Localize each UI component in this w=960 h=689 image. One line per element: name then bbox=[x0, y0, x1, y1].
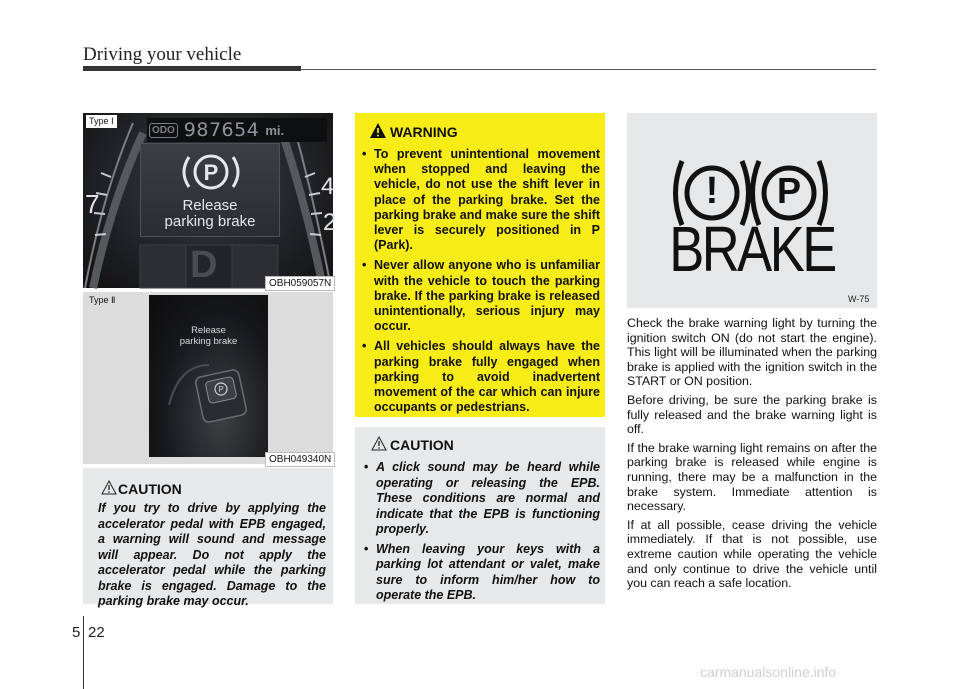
caution-title-middle: CAUTION bbox=[390, 437, 454, 453]
gauge-right-digit-bottom: 2 bbox=[323, 209, 337, 236]
body-paragraph: If the brake warning light remains on after the parking brake is released while engine is running, there may be a malfunction in the brake system. Immediate attention is necessary. bbox=[627, 440, 877, 514]
caution-triangle-icon bbox=[371, 436, 387, 451]
page-number: 22 bbox=[88, 624, 105, 641]
caution-body-left: If you try to drive by applying the accelerator pedal with EPB engaged, a warning will sound and message will appear. Do not apply the accelerator pedal while the parking brake is engaged. Damage to the parking brake may occur. bbox=[98, 501, 326, 608]
caution-title-left: CAUTION bbox=[118, 481, 182, 497]
type2-message-text bbox=[149, 325, 268, 347]
warning-item: • Never allow anyone who is unfamiliar with the vehicle to touch the parking brake. If the parking brake is released unintentionally, serious injury may occur. bbox=[362, 258, 600, 334]
exclamation-icon: ! bbox=[705, 170, 719, 212]
body-paragraph: Before driving, be sure the parking brake is fully released and the brake warning light is off. bbox=[627, 392, 877, 437]
warning-title: WARNING bbox=[390, 124, 458, 140]
caution-item: • When leaving your keys with a parking lot attendant or valet, make sure to inform him/her how to operate the EPB. bbox=[364, 542, 600, 604]
warning-item: • All vehicles should always have the parking brake fully engaged when parking to avoid inadvertent movement of the car which can injure occupants or pedestrians. bbox=[362, 339, 600, 415]
parking-brake-icon bbox=[141, 144, 281, 200]
odo-unit: mi. bbox=[265, 122, 285, 138]
type2-message-line-2: parking brake bbox=[179, 336, 238, 347]
warning-item: • To prevent unintentional movement when stopped and leaving the vehicle, do not use the shift lever in place of the parking brake. Set the parking brake and make sure the shift lever is securely positioned in P (Park). bbox=[362, 147, 600, 253]
footer-rule bbox=[83, 616, 84, 689]
warning-list bbox=[362, 147, 600, 420]
gauge-right-digit-top: 4 bbox=[321, 173, 335, 200]
body-paragraph: Check the brake warning light by turning the ignition switch ON (do not start the engine). This light will be illuminated when the parking brake is applied with the ignition switch in the START or ON position. bbox=[627, 316, 877, 389]
type2-message-line-1: Release bbox=[191, 325, 226, 336]
gear-indicator: D bbox=[190, 244, 218, 286]
figure1-code: OBH059057N bbox=[265, 276, 335, 291]
brake-word: BRAKE bbox=[669, 213, 835, 285]
svg-text:P: P bbox=[218, 385, 224, 394]
figure2-code: OBH049340N bbox=[265, 452, 335, 467]
caution-item: • A click sound may be heard while operating or releasing the EPB. These conditions are normal and indicate that the EPB is functioning properly. bbox=[364, 460, 600, 538]
type2-label: Type Ⅱ bbox=[89, 295, 116, 305]
warning-triangle-icon bbox=[369, 122, 387, 139]
body-text-column bbox=[627, 316, 877, 595]
odometer-display bbox=[147, 118, 327, 142]
message-line-2: parking brake bbox=[164, 213, 256, 230]
caution-triangle-icon bbox=[101, 480, 117, 495]
cluster-image-type2 bbox=[149, 295, 268, 457]
odo-value: 987654 bbox=[183, 119, 260, 141]
section-number: 5 bbox=[72, 624, 81, 641]
type1-label: Type Ⅰ bbox=[86, 115, 117, 128]
svg-text:P: P bbox=[203, 160, 219, 185]
body-paragraph: If at all possible, cease driving the vehicle immediately. If that is not possible, use extreme caution while operating the vehicle and only continue to drive the vehicle until you can reach a safe location. bbox=[627, 517, 877, 591]
gauge-left-digit: 7 bbox=[85, 189, 100, 219]
figure3-code: W-75 bbox=[848, 294, 870, 304]
odo-tag: ODO bbox=[149, 123, 178, 138]
header-rule bbox=[83, 66, 301, 71]
header-rule-thin bbox=[300, 69, 876, 71]
brake-warning-icons bbox=[627, 113, 877, 223]
page-header-title: Driving your vehicle bbox=[83, 44, 242, 65]
message-line-1: Release bbox=[182, 197, 238, 214]
caution-list-middle bbox=[364, 460, 600, 608]
watermark: carmanualsonline.info bbox=[700, 664, 837, 680]
cluster-message-text bbox=[140, 198, 280, 230]
parking-p-icon: P bbox=[776, 170, 801, 211]
epb-switch-graphic bbox=[149, 295, 268, 457]
